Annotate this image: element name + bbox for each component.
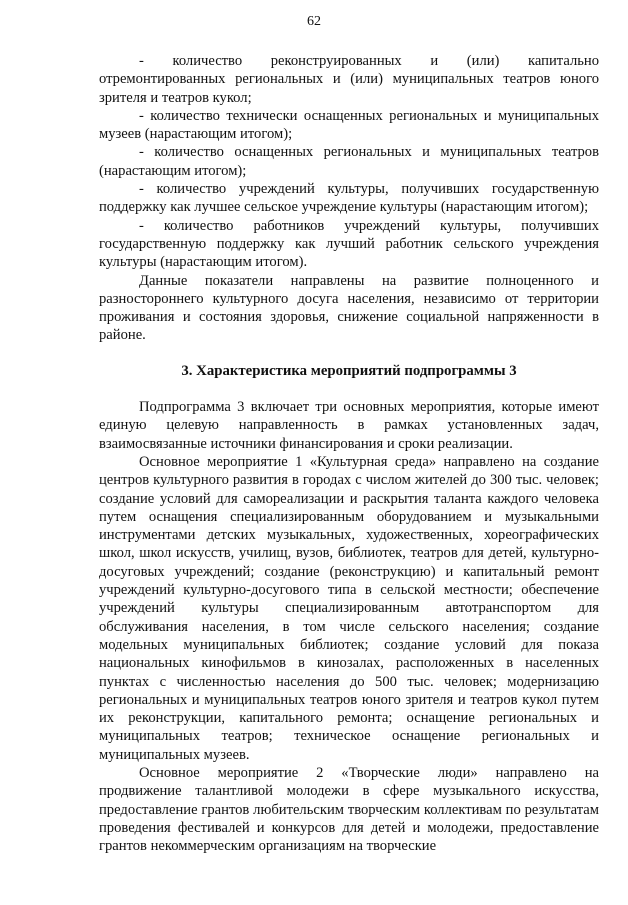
bullet-item: - количество работников учреждений культуры, получивших государственную поддержку как лучший работник сельского учреждения культуры (нарастающим итогом).	[99, 217, 599, 271]
summary-paragraph: Данные показатели направлены на развитие полноценного и разностороннего культурного досуга населения, независимо от территории проживания и состояния здоровья, снижение социальной напряженности в районе.	[99, 272, 599, 344]
section-paragraph: Основное мероприятие 1 «Культурная среда» направлено на создание центров культурного развития в городах с числом жителей до 300 тыс. человек; создание условий для самореализации и раскрытия таланта каждого человека путем оснащения специализированным оборудованием и музыкальными инструментами детских музыкальных, художественных, хореографических школ, школ искусств, училищ, вузов, библиотек, театров для детей, культурно-досуговых учреждений; создание (реконструкцию) и капитальный ремонт учреждений культурно-досугового типа в сельской местности; обеспечение учреждений культуры специализированным автотранспортом для обслуживания населения, в том числе сельского населения; создание модельных муниципальных библиотек; создание условий для показа национальных кинофильмов в кинозалах, расположенных в населенных пунктах с численностью населения до 500 тыс. человек; модернизацию региональных и муниципальных театров юного зрителя и театров кукол путем их реконструкции, капитального ремонта; оснащение региональных и муниципальных театров; техническое оснащение региональных и муниципальных музеев.	[99, 453, 599, 763]
section-heading: 3. Характеристика мероприятий подпрограммы 3	[181, 362, 517, 379]
bullet-item: - количество оснащенных региональных и муниципальных театров (нарастающим итогом);	[99, 144, 599, 179]
section-paragraph: Основное мероприятие 2 «Творческие люди» направлено на продвижение талантливой молодежи в сфере музыкального искусства, предоставление грантов любительским творческим коллективам по результатам проведения фестивалей и конкурсов для детей и молодежи, предоставление грантов некоммерческим организациям на творческие	[99, 764, 599, 855]
bullet-item: - количество учреждений культуры, получивших государственную поддержку как лучшее сельское учреждение культуры (нарастающим итогом);	[99, 181, 599, 216]
page-number: 62	[307, 14, 321, 29]
bullet-item: - количество реконструированных и (или) капитально отремонтированных региональных и (или) муниципальных театров юного зрителя и театров кукол;	[99, 53, 599, 106]
section-paragraph: Подпрограмма 3 включает три основных мероприятия, которые имеют единую целевую направленность в рамках установленных задач, взаимосвязанные источники финансирования и сроки реализации.	[99, 399, 599, 452]
document-body	[99, 52, 599, 855]
bullet-item: - количество технически оснащенных региональных и муниципальных музеев (нарастающим итогом);	[99, 107, 599, 143]
